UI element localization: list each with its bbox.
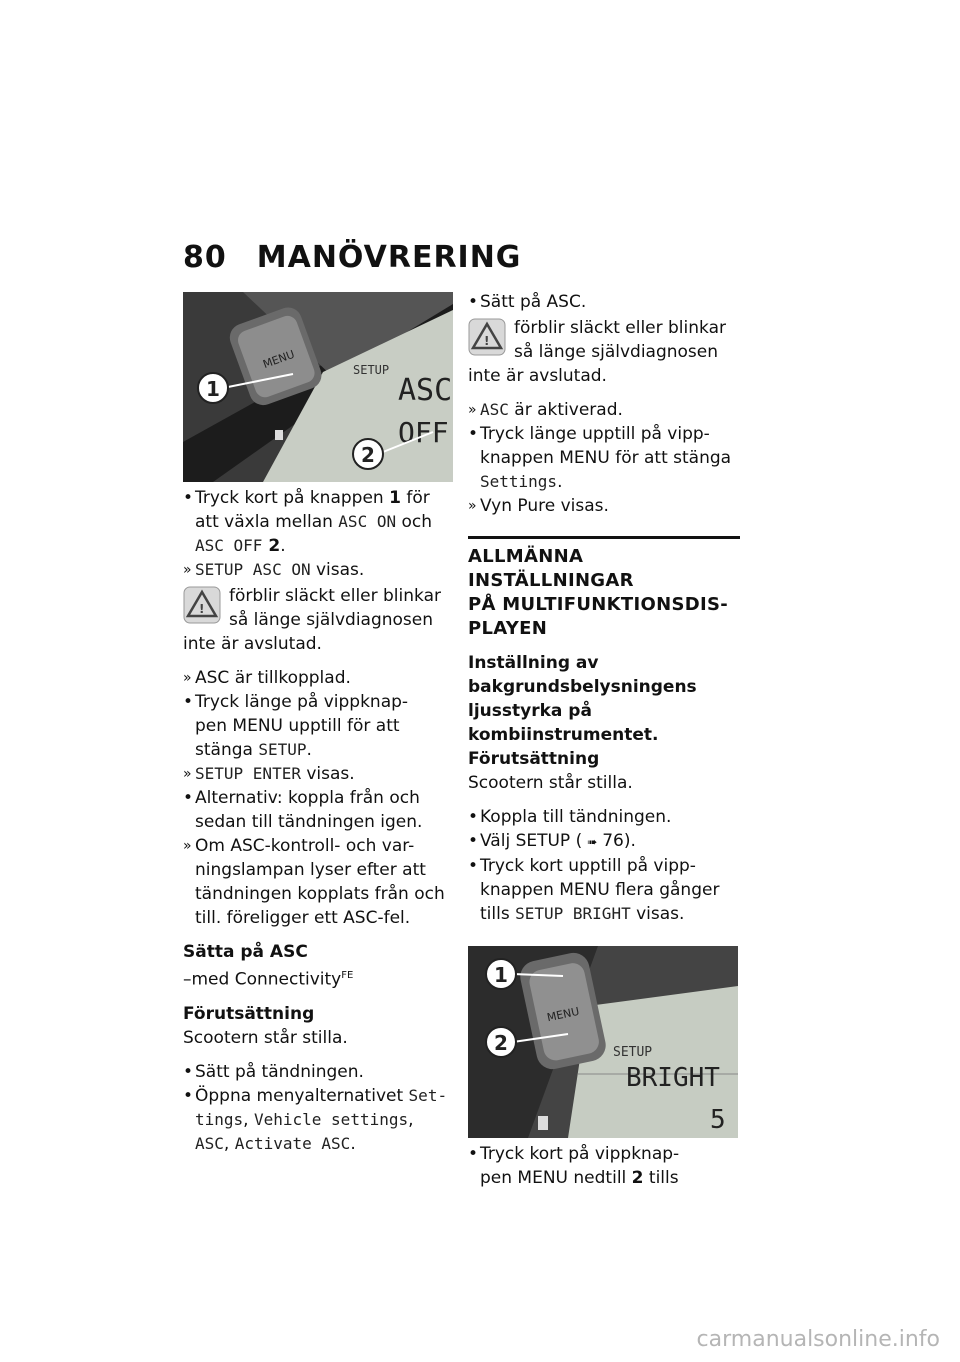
text: tills (480, 904, 516, 924)
step-activate-asc (468, 290, 740, 314)
page-title: MANÖVRERING (256, 240, 522, 275)
display-text: ASC (480, 400, 509, 419)
text: inte är avslutad. (183, 634, 322, 654)
text: tändningen kopplats från och (195, 884, 445, 904)
text: Öppna menyalternativet (195, 1085, 409, 1106)
display-text: Set- (408, 1085, 448, 1105)
text: Tryck kort på vippknap- (480, 1144, 680, 1164)
text: –med Connectivity (183, 969, 342, 990)
page-number: 80 (183, 240, 227, 275)
text: Välj SETUP ( (480, 831, 583, 851)
text: Tryck länge på vippknap- (195, 692, 409, 712)
heading-line: PLAYEN (468, 618, 548, 639)
text: inte är avslutad. (468, 366, 607, 386)
step-toggle-asc (183, 486, 453, 558)
display-text: ASC OFF (195, 536, 263, 555)
text: till. föreligger ett ASC-fel. (195, 908, 411, 928)
step-open-menu (183, 1084, 453, 1156)
display-text: ASC (195, 1133, 224, 1153)
prerequisite-text: Scootern står stilla. (468, 773, 633, 793)
display-text: SETUP BRIGHT (515, 904, 631, 923)
text: . (280, 536, 286, 556)
lcd-top-text: SETUP (613, 1045, 653, 1060)
text: så länge självdiagnosen (229, 610, 434, 630)
display-text: SETUP ASC ON (195, 560, 311, 579)
right-column (468, 290, 740, 1190)
section-heading-general-settings (468, 536, 740, 641)
menu-button-label: MENU (261, 347, 297, 372)
result-asc-on (183, 666, 453, 690)
prerequisite-heading: Förutsättning (468, 749, 600, 769)
display-text: SETUP (258, 740, 307, 759)
text: Tryck kort upptill på vipp- (480, 856, 696, 876)
step-close-setup (183, 690, 453, 762)
text: knappen MENU flera gånger (480, 880, 720, 900)
heading-line: Inställning av (468, 653, 599, 673)
svg-text:!: ! (484, 334, 490, 348)
result-setup-enter (183, 762, 453, 786)
heading-line: ALLMÄNNA INSTÄLLNINGAR (468, 546, 634, 591)
text: , (223, 1133, 235, 1154)
subheading-brightness (468, 651, 740, 747)
lcd-sub-text: 5 (710, 1105, 726, 1135)
watermark: carmanualsonline.info (696, 1327, 940, 1352)
step-alternative (183, 786, 453, 834)
step-close-settings (468, 422, 740, 494)
text: och (396, 512, 433, 532)
result-pure-view (468, 494, 740, 518)
connectivity-note (183, 964, 453, 992)
ref-number: 1 (389, 488, 401, 508)
text: förblir släckt eller blinkar (229, 586, 441, 606)
text: förblir släckt eller blinkar (514, 318, 726, 338)
step-ignition-on (183, 1060, 453, 1084)
result-asc-activated (468, 398, 740, 422)
prerequisite-text: Scootern står stilla. (183, 1027, 348, 1048)
text: visas. (300, 764, 355, 784)
text: Vyn Pure visas. (480, 496, 609, 516)
asc-warning-icon (468, 318, 506, 356)
step-ignition-on (468, 805, 740, 829)
text: stänga (195, 740, 259, 760)
text: så länge självdiagnosen (514, 342, 719, 362)
step-press-menu-down (468, 1142, 740, 1190)
text: pen MENU upptill för att (195, 716, 400, 736)
display-text: tings (195, 1109, 244, 1129)
photo-menu-asc (183, 292, 453, 482)
asc-warning-icon (183, 586, 221, 624)
display-text: Settings (480, 472, 558, 491)
callout-2: 2 (361, 443, 375, 467)
text: ASC är tillkopplad. (195, 668, 351, 688)
text: för (400, 488, 430, 508)
heading-line: ljusstyrka på (468, 701, 592, 721)
callout-1: 1 (494, 963, 508, 987)
page-header (183, 240, 521, 275)
menu-button-label: MENU (545, 1004, 581, 1025)
warning-note (183, 584, 453, 656)
text: tills (643, 1168, 679, 1188)
text: Tryck kort på knappen (195, 488, 390, 508)
text: visas. (310, 560, 365, 580)
display-text: ASC ON (338, 512, 397, 531)
prerequisite-heading: Förutsättning (183, 1003, 315, 1024)
text: Om ASC-kontroll- och var- (195, 836, 415, 856)
text: 76). (602, 831, 636, 851)
display-text: Vehicle settings (253, 1109, 409, 1129)
warning-note (468, 316, 740, 388)
menu-asc-photo (183, 292, 453, 482)
superscript: FE (341, 970, 354, 981)
heading-line: PÅ MULTIFUNKTIONSDIS- (468, 594, 728, 615)
text: Sätt på ASC. (480, 292, 587, 312)
lcd-top-text: SETUP (353, 363, 390, 377)
text: sedan till tändningen igen. (195, 812, 423, 832)
text: . (557, 472, 563, 492)
callout-2: 2 (494, 1031, 508, 1055)
text: . (306, 740, 312, 760)
text: knappen MENU för att stänga (480, 448, 732, 468)
step-press-menu-up (468, 854, 740, 926)
heading-line: kombiinstrumentet. (468, 725, 659, 745)
text: , (243, 1109, 254, 1130)
text: Sätt på tändningen. (195, 1061, 364, 1082)
text: visas. (630, 904, 685, 924)
display-text: SETUP ENTER (195, 764, 301, 783)
text: Koppla till tändningen. (480, 807, 672, 827)
step-select-setup (468, 829, 740, 854)
text: , (408, 1109, 414, 1130)
lcd-sub-text: OFF (398, 416, 449, 449)
text: är aktiverad. (508, 400, 623, 420)
text: . (350, 1133, 356, 1154)
svg-text:!: ! (199, 602, 205, 616)
text: pen MENU nedtill (480, 1168, 632, 1188)
callout-1: 1 (206, 377, 220, 401)
menu-bright-photo (468, 946, 738, 1138)
ref-number: 2 (262, 536, 281, 556)
photo-menu-bright (468, 946, 738, 1138)
lcd-main-text: ASC (398, 373, 453, 408)
ref-number: 2 (631, 1168, 644, 1188)
text: ningslampan lyser efter att (195, 860, 426, 880)
left-column (183, 292, 453, 1156)
section-heading-satta-asc: Sätta på ASC (183, 942, 308, 962)
result-setup-asc-on (183, 558, 453, 582)
text: Tryck länge upptill på vipp- (480, 424, 710, 444)
result-asc-fault (183, 834, 453, 930)
display-text: Activate ASC (234, 1133, 351, 1153)
text: att växla mellan (195, 512, 339, 532)
page-reference-arrow-icon: ➠ (587, 835, 598, 849)
text: Alternativ: koppla från och (195, 788, 420, 808)
heading-line: bakgrundsbelysningens (468, 677, 697, 697)
lcd-main-text: BRIGHT (626, 1063, 720, 1093)
